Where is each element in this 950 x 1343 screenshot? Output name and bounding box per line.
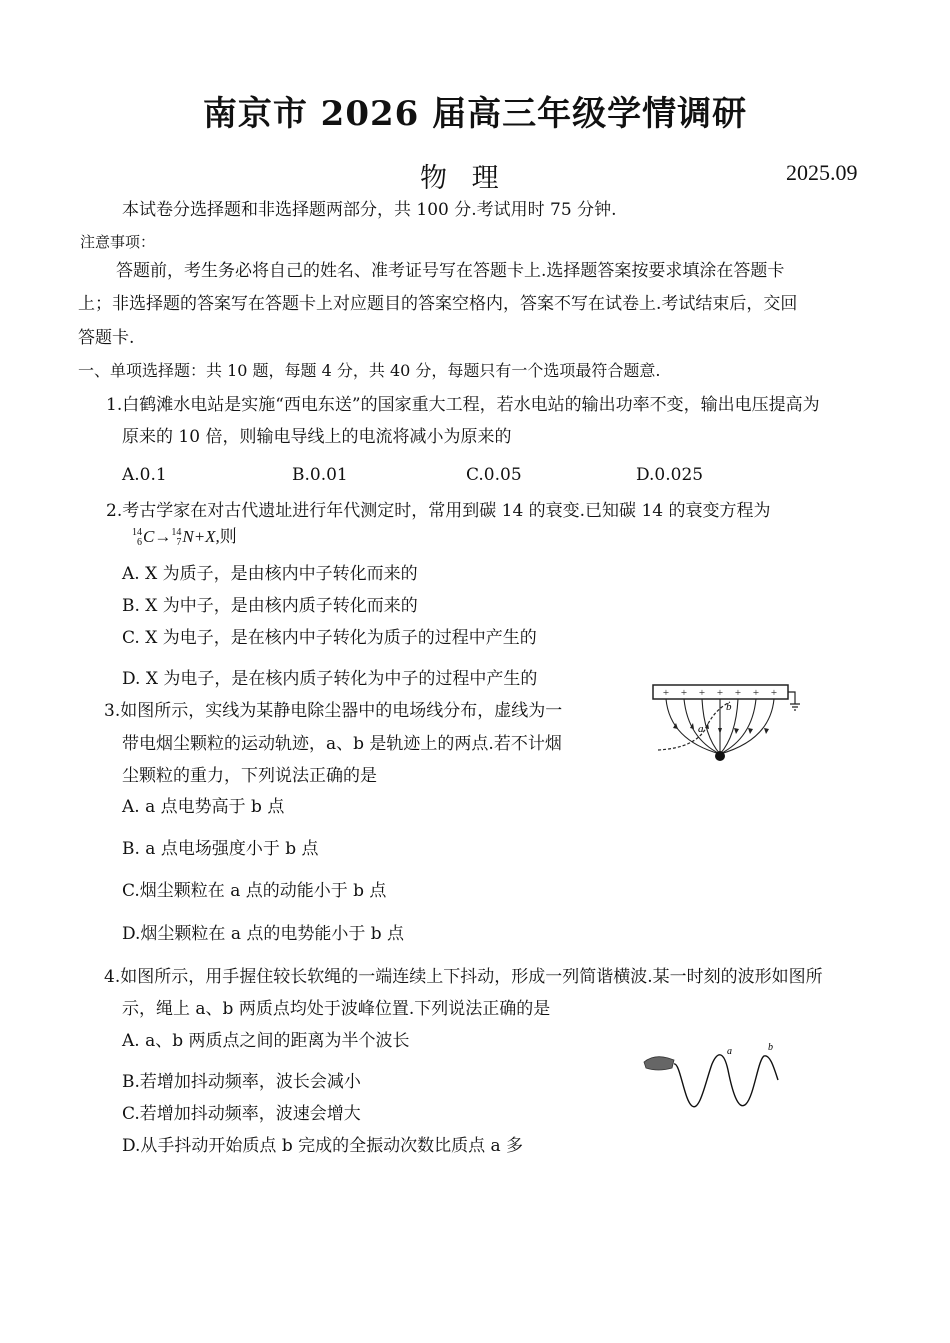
notice-line-2: 上；非选择题的答案写在答题卡上对应题目的答案空格内，答案不写在试卷上.考试结束后，交回 bbox=[78, 294, 798, 314]
q1-option-c: C.0.05 bbox=[466, 465, 522, 485]
field-lines bbox=[666, 699, 774, 754]
exam-date: 2025.09 bbox=[786, 160, 858, 185]
c-atomic-number: 6 bbox=[137, 537, 142, 549]
plate-sign: + bbox=[770, 687, 778, 699]
q4-option-d: D.从手抖动开始质点 b 完成的全振动次数比质点 a 多 bbox=[122, 1136, 524, 1156]
point-b-label: b bbox=[768, 1042, 773, 1053]
plate-sign: + bbox=[716, 687, 724, 699]
q2-option-b: B. X 为中子，是由核内质子转化而来的 bbox=[122, 596, 418, 616]
field-lines-figure bbox=[640, 680, 810, 780]
wave-figure bbox=[640, 1040, 790, 1120]
q2-option-a: A. X 为质子，是由核内中子转化而来的 bbox=[122, 564, 418, 584]
q1-option-b: B.0.01 bbox=[292, 465, 348, 485]
q2-option-c: C. X 为电子，是在核内中子转化为质子的过程中产生的 bbox=[122, 628, 537, 648]
section-heading: 一、单项选择题：共 10 题，每题 4 分，共 40 分，每题只有一个选项最符合题意. bbox=[78, 361, 661, 380]
exam-title: 南京市 2026 届高三年级学情调研 bbox=[202, 94, 748, 134]
q3-option-d: D.烟尘颗粒在 a 点的电势能小于 b 点 bbox=[122, 924, 405, 944]
rope-wave bbox=[674, 1055, 778, 1107]
q1-option-a: A.0.1 bbox=[122, 465, 167, 485]
c-symbol: C bbox=[143, 527, 155, 546]
plate-sign: + bbox=[680, 687, 688, 699]
equation-then: 则 bbox=[219, 527, 237, 547]
equation-tail: +X, bbox=[193, 527, 220, 546]
q3-stem-line-2: 带电烟尘颗粒的运动轨迹，a、b 是轨迹上的两点.若不计烟 bbox=[122, 734, 562, 754]
q4-option-b: B.若增加抖动频率，波长会减小 bbox=[122, 1072, 361, 1092]
plate-sign: + bbox=[734, 687, 742, 699]
subject-title: 物 理 bbox=[420, 163, 507, 194]
ground-symbol bbox=[788, 692, 800, 710]
point-a-label: a bbox=[727, 1046, 732, 1057]
point-b-label: b bbox=[726, 701, 732, 713]
q4-option-c: C.若增加抖动频率，波速会增大 bbox=[122, 1104, 361, 1124]
c-mass-number: 14 bbox=[132, 527, 142, 539]
q3-option-a: A. a 点电势高于 b 点 bbox=[122, 797, 285, 817]
q3-option-b: B. a 点电场强度小于 b 点 bbox=[122, 839, 319, 859]
exam-intro: 本试卷分选择题和非选择题两部分，共 100 分.考试用时 75 分钟. bbox=[122, 200, 617, 220]
q2-decay-equation bbox=[132, 522, 237, 548]
notice-line-3: 答题卡. bbox=[78, 328, 135, 348]
plate-sign: + bbox=[752, 687, 760, 699]
plate-sign: + bbox=[662, 687, 670, 699]
q4-stem-line-1: 4.如图所示，用手握住较长软绳的一端连续上下抖动，形成一列简谐横波.某一时刻的波形如图所 bbox=[104, 967, 823, 987]
notice-label: 注意事项： bbox=[80, 233, 156, 251]
q3-option-c: C.烟尘颗粒在 a 点的动能小于 b 点 bbox=[122, 881, 387, 901]
hand-icon bbox=[644, 1057, 674, 1070]
q4-stem-line-2: 示，绳上 a、b 两质点均处于波峰位置.下列说法正确的是 bbox=[122, 999, 551, 1019]
q1-stem-line-2: 原来的 10 倍，则输电导线上的电流将减小为原来的 bbox=[122, 427, 512, 447]
discharge-electrode bbox=[715, 751, 725, 761]
plate-sign: + bbox=[698, 687, 706, 699]
q2-stem-line-1: 2.考古学家在对古代遗址进行年代测定时，常用到碳 14 的衰变.已知碳 14 的衰变方程为 bbox=[106, 501, 771, 521]
q1-option-d: D.0.025 bbox=[636, 465, 704, 485]
arrow-symbol: → bbox=[154, 527, 172, 546]
n-symbol: N bbox=[182, 527, 194, 546]
notice-line-1: 答题前，考生务必将自己的姓名、准考证号写在答题卡上.选择题答案按要求填涂在答题卡 bbox=[116, 261, 785, 281]
n-atomic-number: 7 bbox=[176, 537, 182, 549]
q1-stem-line-1: 1.白鹤滩水电站是实施“西电东送”的国家重大工程，若水电站的输出功率不变，输出电压提高为 bbox=[106, 395, 820, 415]
q3-stem-line-3: 尘颗粒的重力，下列说法正确的是 bbox=[122, 766, 377, 786]
q3-stem-line-1: 3.如图所示，实线为某静电除尘器中的电场线分布，虚线为一 bbox=[104, 701, 563, 721]
n-mass-number: 14 bbox=[171, 527, 182, 539]
q2-option-d: D. X 为电子，是在核内质子转化为中子的过程中产生的 bbox=[122, 669, 538, 689]
point-a-label: a bbox=[698, 723, 704, 735]
q4-option-a: A. a、b 两质点之间的距离为半个波长 bbox=[122, 1031, 410, 1051]
